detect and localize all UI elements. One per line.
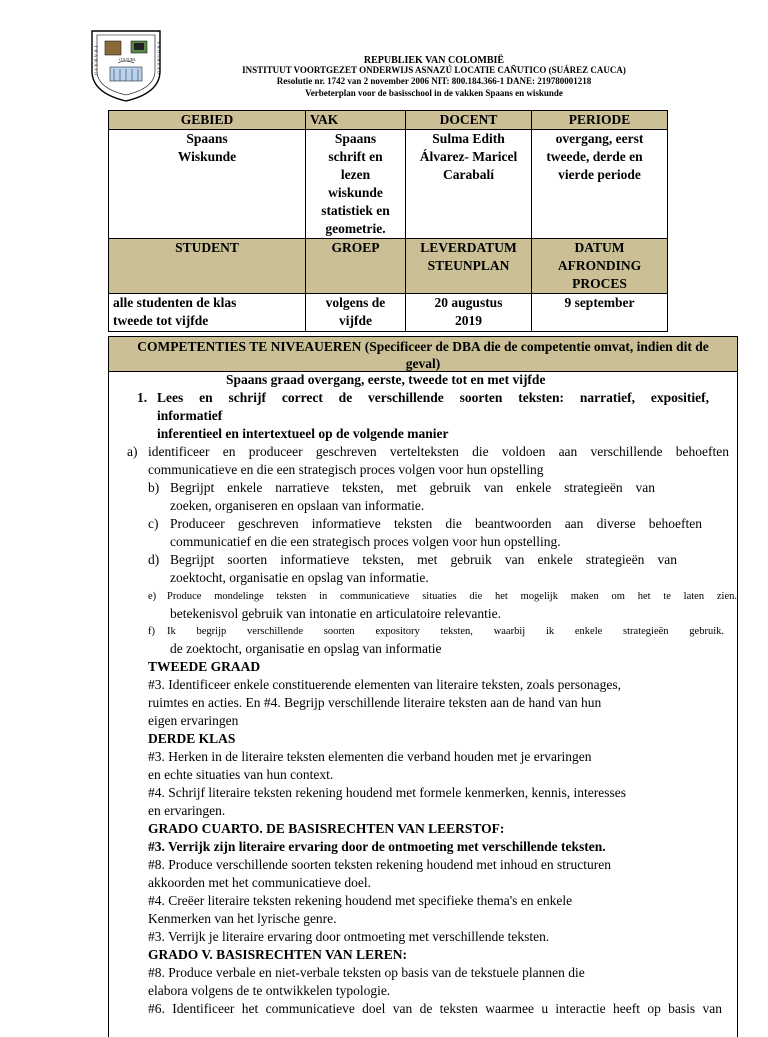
section-title-tweede: TWEEDE GRAAD: [148, 659, 261, 674]
cell-line: wiskunde: [328, 185, 383, 200]
list-label-b: b): [148, 480, 160, 495]
cell-line: geometrie.: [325, 221, 386, 236]
header-docent: DOCENT: [406, 111, 532, 130]
list-item-e: Produce mondelinge teksten in communicatieve situaties die het mogelijk maken om het te laten zien.: [167, 591, 737, 602]
cell-line: LEVERDATUM: [420, 240, 517, 255]
text-line: akkoorden met het communicatieve doel.: [148, 875, 372, 890]
header-resolution: Resolutie nr. 1742 van 2 november 2006 NIT: 800.184.366-1 DANE: 219780001218: [276, 76, 592, 86]
plan-info-table: [108, 110, 668, 332]
list-item-d: zoektocht, organisatie en opslag van informatie.: [170, 570, 429, 585]
cell-line: Spaans: [334, 131, 377, 146]
list-item-d: Begrijpt soorten informatieve teksten, met gebruik van enkele strategieën van: [170, 552, 677, 567]
header-groep: GROEP: [306, 239, 406, 294]
cell-periode: [532, 130, 668, 239]
cell-line: lezen: [340, 167, 371, 182]
cell-line: Álvarez- Maricel: [419, 149, 518, 164]
cell-line: tweede tot vijfde: [113, 313, 209, 328]
cell-line: STEUNPLAN: [427, 258, 510, 273]
cell-line: AFRONDING: [557, 258, 642, 273]
grade-title: Spaans graad overgang, eerste, tweede tot en met vijfde: [226, 372, 546, 387]
list-label-c: c): [148, 516, 159, 531]
cell-line: 20 augustus: [434, 295, 503, 310]
cell-vak: [306, 130, 406, 239]
crest-motto-bottom: CULTURA: [119, 58, 136, 62]
cell-line: overgang, eerst: [555, 131, 644, 146]
text-line: en ervaringen.: [148, 803, 226, 818]
cell-docent: [406, 130, 532, 239]
header-gebied: GEBIED: [109, 111, 306, 130]
list-label-e: e): [148, 591, 157, 602]
cell-line: vijfde: [339, 313, 372, 328]
list-label-a: a): [127, 444, 138, 459]
cell-line: 2019: [455, 313, 482, 328]
item1-number: 1.: [137, 390, 148, 405]
competencies-header-note: (Specificeer de DBA die de competentie omvat, indien dit de: [361, 339, 709, 354]
cell-groep: [306, 294, 406, 332]
cell-leverdatum: [406, 294, 532, 332]
list-label-d: d): [148, 552, 160, 567]
text-line: #8. Produce verschillende soorten teksten rekening houdend met inhoud en structuren: [148, 857, 612, 872]
text-line: eigen ervaringen: [148, 713, 239, 728]
text-line: ruimtes en acties. En #4. Begrijp verschillende literaire teksten aan de hand van hun: [148, 695, 602, 710]
cell-line: Spaans: [186, 131, 228, 146]
crest-motto-left: TRABAJO: [93, 45, 99, 77]
cell-line: alle studenten de klas: [113, 295, 237, 310]
list-item-f: de zoektocht, organisatie en opslag van informatie: [170, 641, 442, 656]
cell-line: vierde periode: [558, 167, 641, 182]
text-line: en echte situaties van hun context.: [148, 767, 334, 782]
cell-line: Carabalí: [442, 167, 494, 182]
text-line: #4. Schrijf literaire teksten rekening houdend met formele kenmerken, kennis, interesses: [148, 785, 626, 800]
cell-student: [109, 294, 306, 332]
text-line: Kenmerken van het lyrische genre.: [148, 911, 337, 926]
header-datum-afronding: [532, 239, 668, 294]
item1-line: informatief: [157, 408, 223, 423]
item1-line: inferentieel en intertextueel op de volgende manier: [157, 426, 449, 441]
list-item-a: identificeer en produceer geschreven vertelteksten die voldoen aan verschillende behoeften: [148, 444, 729, 459]
header-periode: PERIODE: [532, 111, 668, 130]
list-item-f: Ik begrijp verschillende soorten expository teksten, waarbij ik enkele strategieën gebruik.: [167, 626, 724, 637]
header-leverdatum: [406, 239, 532, 294]
list-item-c: communicatief en die een strategisch proces volgen voor hun opstelling.: [170, 534, 561, 549]
text-line: #3. Herken in de literaire teksten elementen die verband houden met je ervaringen: [148, 749, 592, 764]
header-republic: REPUBLIEK VAN COLOMBIË: [363, 55, 505, 66]
text-line: #4. Creëer literaire teksten rekening houdend met specifieke thema's en enkele: [148, 893, 573, 908]
section-subtitle-cuarto: #3. Verrijk zijn literaire ervaring door de ontmoeting met verschillende teksten.: [148, 839, 606, 854]
list-item-c: Produceer geschreven informatieve teksten die beantwoorden aan diverse behoeften: [170, 516, 702, 531]
section-title-cuarto: GRADO CUARTO. DE BASISRECHTEN VAN LEERSTOF:: [148, 821, 505, 836]
cell-line: tweede, derde en: [546, 149, 643, 164]
list-item-e: betekenisvol gebruik van intonatie en articulatoire relevantie.: [170, 606, 501, 621]
cell-datum: 9 september: [532, 294, 668, 332]
cell-line: statistiek en: [321, 203, 390, 218]
header-student: STUDENT: [109, 239, 306, 294]
list-item-a: communicatieve en die een strategisch proces volgen voor hun opstelling: [148, 462, 544, 477]
section-title-derde: DERDE KLAS: [148, 731, 236, 746]
cell-line: DATUM: [574, 240, 625, 255]
cell-line: Wiskunde: [177, 149, 237, 164]
text-line: elabora volgens de te ontwikkelen typologie.: [148, 983, 391, 998]
list-item-b: Begrijpt enkele narratieve teksten, met gebruik van enkele strategieën van: [170, 480, 655, 495]
text-line: #8. Produce verbale en niet-verbale teksten op basis van de tekstuele plannen die: [148, 965, 585, 980]
cell-gebied: [109, 130, 306, 239]
list-item-b: zoeken, organiseren en opslaan van informatie.: [170, 498, 425, 513]
list-label-f: f): [148, 626, 155, 637]
competencies-header-text: [115, 338, 731, 372]
section-title-v: GRADO V. BASISRECHTEN VAN LEREN:: [148, 947, 407, 962]
cell-line: Sulma Edith: [432, 131, 505, 146]
text-line: #3. Verrijk je literaire ervaring door ontmoeting met verschillende teksten.: [148, 929, 550, 944]
cell-line: schrift en: [328, 149, 383, 164]
header-vak: VAK: [306, 111, 406, 130]
text-line: #3. Identificeer enkele constituerende elementen van literaire teksten, zoals personages,: [148, 677, 622, 692]
cell-line: PROCES: [572, 276, 627, 291]
competencies-header: [109, 337, 737, 372]
header-institute: INSTITUUT VOORTGEZET ONDERWIJS ASNAZÚ LOCATIE CAÑUTICO (SUÁREZ CAUCA): [242, 65, 626, 75]
item1-line: Lees en schrijf correct de verschillende soorten teksten: narratief, expositief,: [157, 390, 709, 405]
text-line: #6. Identificeer het communicatieve doel van de teksten waarmee u interactie heeft op basis van: [148, 1001, 722, 1016]
crest-motto-right: PROGRESO: [156, 42, 162, 76]
cell-line: volgens de: [325, 295, 386, 310]
competencies-header-bold: COMPETENTIES TE NIVEAUEREN: [137, 339, 362, 354]
competencies-header-note-end: geval): [405, 356, 441, 371]
header-plan-title: Verbeterplan voor de basisschool in de vakken Spaans en wiskunde: [305, 88, 563, 98]
